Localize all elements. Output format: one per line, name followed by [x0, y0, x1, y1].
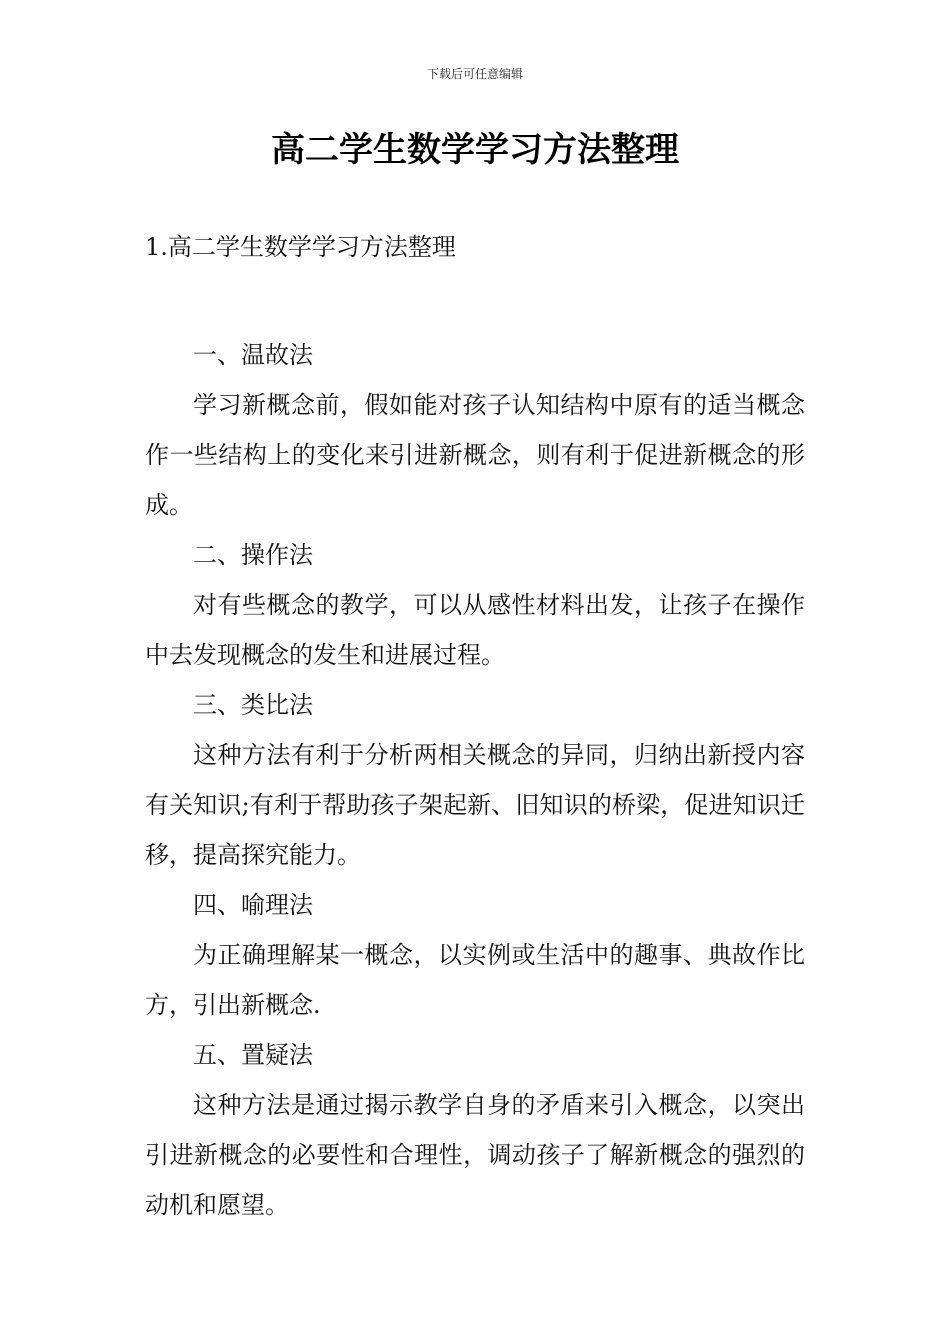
document-body — [145, 330, 805, 1230]
method-text-1: 学习新概念前，假如能对孩子认知结构中原有的适当概念作一些结构上的变化来引进新概念，则有利于促进新概念的形成。 — [145, 391, 805, 519]
method-text-3: 这种方法有利于分析两相关概念的异同，归纳出新授内容有关知识;有利于帮助孩子架起新、旧知识的桥梁，促进知识迁移，提高探究能力。 — [145, 741, 805, 869]
method-heading-2: 二、操作法 — [193, 541, 313, 569]
method-text-4: 为正确理解某一概念，以实例或生活中的趣事、典故作比方，引出新概念. — [145, 941, 805, 1019]
method-heading-3: 三、类比法 — [193, 691, 313, 719]
method-text-5: 这种方法是通过揭示教学自身的矛盾来引入概念，以突出引进新概念的必要性和合理性，调动孩子了解新概念的强烈的动机和愿望。 — [145, 1091, 805, 1219]
document-title: 高二学生数学学习方法整理 — [271, 130, 679, 170]
section-heading: 1.高二学生数学学习方法整理 — [145, 233, 456, 261]
method-heading-4: 四、喻理法 — [193, 891, 313, 919]
method-heading-5: 五、置疑法 — [193, 1041, 313, 1069]
header-note: 下载后可任意编辑 — [426, 67, 523, 81]
method-text-2: 对有些概念的教学，可以从感性材料出发，让孩子在操作中去发现概念的发生和进展过程。 — [145, 591, 805, 669]
method-heading-1: 一、温故法 — [193, 341, 313, 369]
